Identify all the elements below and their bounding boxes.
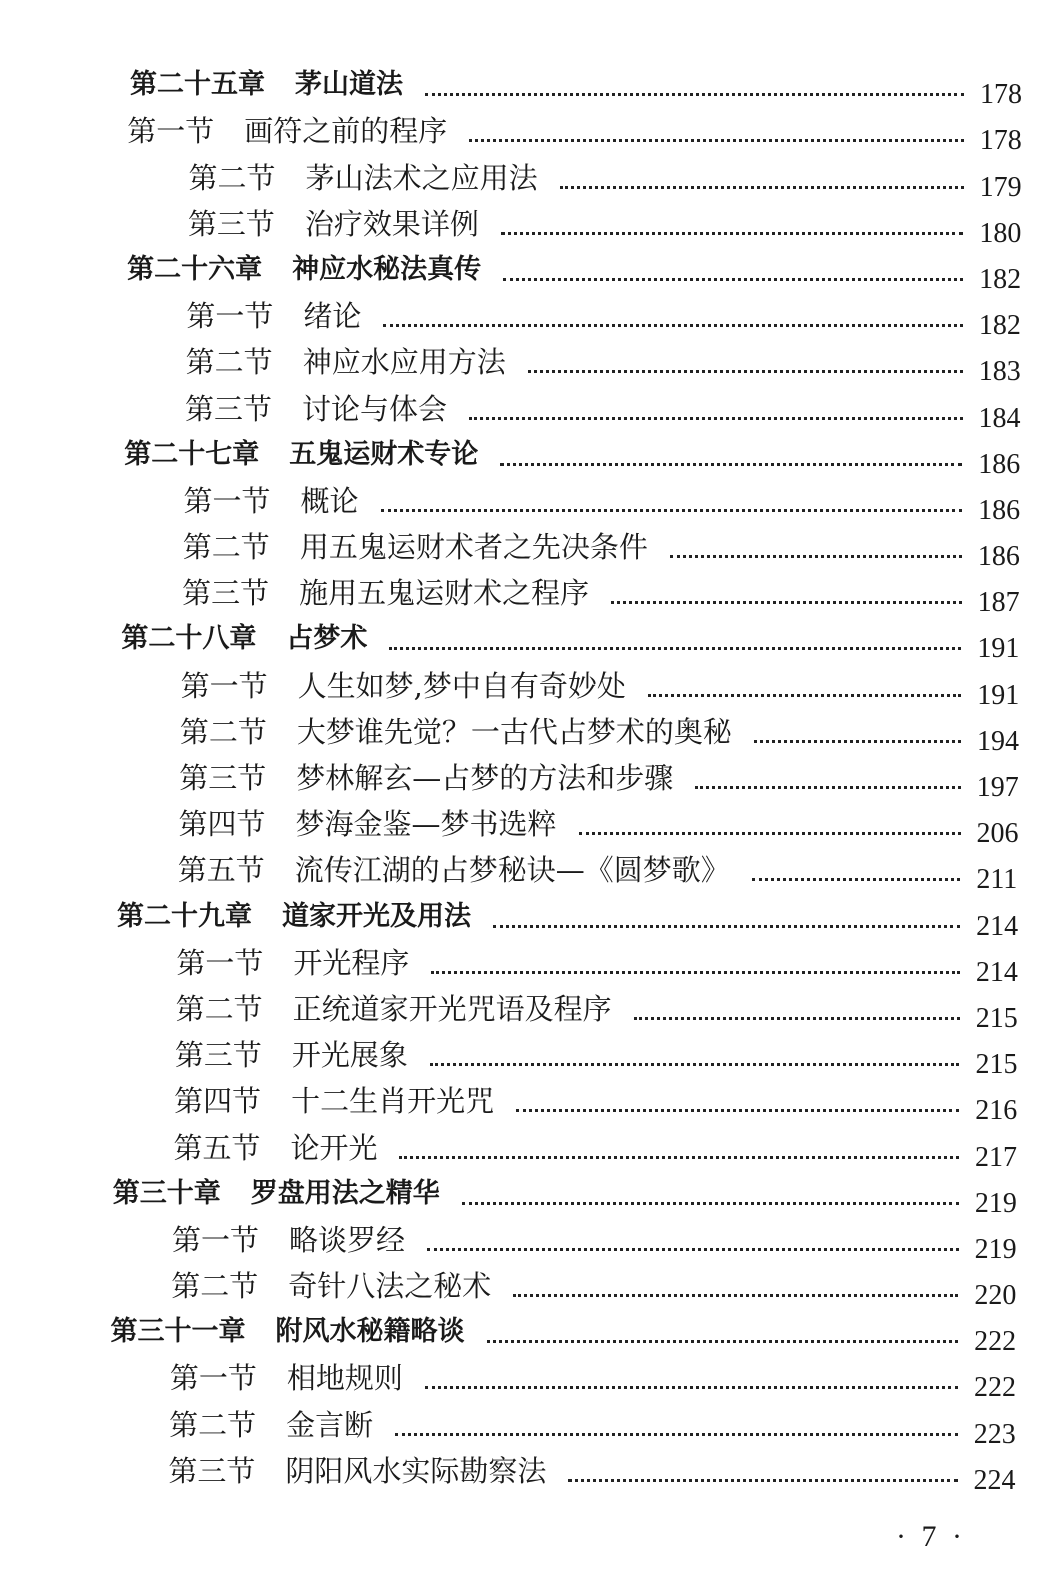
toc-section-row (0, 1401, 1056, 1450)
dot-leader (381, 509, 963, 512)
toc-title: 论开光 (290, 1130, 378, 1165)
dot-leader (754, 740, 961, 743)
toc-title: 十二生肖开光咒 (291, 1084, 495, 1119)
toc-page-number: 187 (977, 587, 1020, 619)
toc-section-row (0, 986, 1056, 1032)
toc-label: 第一节 (176, 945, 264, 980)
toc-title: 梦林解玄—占梦的方法和步骤 (296, 761, 674, 795)
toc-title: 概论 (300, 483, 359, 518)
toc-section-row (0, 1078, 1056, 1127)
toc-label: 第一节 (186, 299, 274, 334)
toc-title: 阴阳风水实际勘察法 (285, 1453, 547, 1488)
table-of-contents (0, 62, 1056, 1494)
toc-page-number: 219 (974, 1233, 1017, 1265)
toc-label: 第三节 (179, 761, 267, 795)
dot-leader (611, 601, 962, 604)
toc-label: 第四节 (174, 1084, 262, 1119)
toc-page-number: 224 (973, 1464, 1016, 1496)
toc-title: 茅山法术之应用法 (305, 160, 538, 195)
toc-title: 附风水秘籍略谈 (275, 1316, 465, 1348)
dot-leader (752, 878, 961, 881)
dot-leader (503, 278, 963, 281)
toc-title: 罗盘用法之精华 (250, 1177, 440, 1209)
toc-label: 第二节 (185, 345, 273, 380)
toc-label: 第二节 (188, 160, 276, 195)
toc-section-row (0, 1217, 1056, 1263)
toc-section-row (0, 570, 1056, 619)
toc-title: 施用五鬼运财术之程序 (299, 576, 590, 611)
toc-section-row (0, 1124, 1056, 1173)
toc-title: 略谈罗经 (289, 1222, 406, 1257)
toc-label: 第一节 (172, 1222, 260, 1257)
toc-page-number: 191 (977, 679, 1020, 711)
toc-page-number: 197 (976, 772, 1019, 803)
toc-label: 第三节 (174, 1038, 262, 1073)
toc-title: 开光程序 (293, 945, 410, 980)
toc-label: 第二节 (175, 991, 263, 1026)
toc-page-number: 214 (976, 910, 1019, 942)
toc-title: 金言断 (286, 1407, 374, 1442)
toc-label: 第二十七章 (124, 438, 260, 470)
toc-title: 治疗效果详例 (304, 206, 479, 241)
toc-label: 第三节 (184, 391, 272, 426)
toc-title: 画符之前的程序 (244, 114, 448, 149)
toc-title: 五鬼运财术专论 (289, 438, 479, 470)
toc-section-row (0, 940, 1056, 986)
dot-leader (670, 555, 962, 558)
toc-title: 梦海金鉴—梦书选粹 (295, 807, 557, 842)
dot-leader (431, 971, 960, 974)
toc-section-row (0, 1355, 1056, 1404)
dot-leader (560, 186, 964, 189)
toc-label: 第二节 (179, 714, 267, 749)
toc-section-row (0, 524, 1056, 573)
toc-label: 第一节 (127, 114, 215, 149)
toc-page-number: 219 (974, 1187, 1017, 1219)
toc-label: 第二十九章 (117, 900, 253, 932)
toc-chapter-row (0, 247, 1056, 293)
toc-label: 第一节 (180, 668, 268, 703)
toc-page-number: 216 (975, 1095, 1018, 1127)
toc-title: 茅山道法 (295, 69, 403, 101)
dot-leader (528, 370, 963, 373)
dot-leader (568, 1479, 957, 1482)
toc-page-number: 186 (977, 541, 1020, 573)
toc-label: 第四节 (178, 807, 266, 842)
toc-label: 第一节 (183, 483, 271, 518)
toc-section-row (0, 108, 1056, 157)
toc-section-row (0, 478, 1056, 524)
toc-section-row (0, 1448, 1056, 1494)
dot-leader (427, 1248, 959, 1251)
toc-page-number: 215 (975, 1002, 1018, 1034)
toc-chapter-row (0, 1309, 1056, 1358)
toc-page-number: 211 (976, 864, 1018, 896)
toc-label: 第二节 (169, 1407, 257, 1442)
toc-label: 第一节 (169, 1361, 257, 1396)
toc-title: 相地规则 (286, 1361, 403, 1396)
dot-leader (513, 1294, 958, 1297)
toc-page-number: 184 (978, 402, 1021, 434)
dot-leader (389, 647, 961, 650)
toc-title: 神应水秘法真传 (292, 253, 482, 285)
toc-section-row (0, 201, 1056, 247)
toc-title: 道家开光及用法 (282, 900, 472, 932)
dot-leader (425, 1386, 958, 1389)
dot-leader (383, 324, 963, 327)
toc-page-number: 214 (975, 956, 1018, 988)
toc-chapter-row (0, 616, 1056, 665)
dot-leader (695, 786, 961, 789)
dot-leader (501, 232, 964, 235)
dot-leader (430, 1063, 960, 1066)
toc-page-number: 186 (978, 448, 1021, 480)
toc-page-number: 182 (978, 310, 1021, 342)
toc-label: 第二节 (171, 1269, 259, 1304)
toc-label: 第三节 (168, 1453, 256, 1488)
toc-label: 第二十八章 (121, 623, 257, 655)
dot-leader (493, 925, 960, 928)
toc-section-row (0, 385, 1056, 434)
toc-page-number: 178 (980, 79, 1022, 111)
toc-section-row (0, 293, 1056, 342)
toc-title: 开光展象 (291, 1038, 408, 1073)
toc-section-row (0, 1032, 1056, 1081)
toc-page-number: 223 (973, 1418, 1016, 1450)
toc-chapter-row (0, 62, 1056, 111)
toc-section-row (0, 801, 1056, 850)
toc-page-number: 179 (979, 171, 1022, 203)
toc-title: 人生如梦,梦中自有奇妙处 (297, 668, 626, 703)
toc-page-number: 222 (973, 1372, 1016, 1404)
toc-page-number: 215 (975, 1049, 1018, 1081)
toc-page-number: 222 (974, 1326, 1017, 1358)
toc-section-row (0, 1263, 1056, 1312)
toc-title: 神应水应用方法 (302, 345, 506, 380)
toc-page-number: 183 (978, 356, 1021, 388)
toc-page-number: 217 (975, 1141, 1018, 1173)
toc-chapter-row (0, 1171, 1056, 1217)
toc-section-row (0, 662, 1056, 711)
dot-leader (500, 463, 962, 466)
toc-label: 第五节 (177, 853, 265, 888)
dot-leader (579, 832, 961, 835)
toc-page-number: 180 (979, 217, 1022, 249)
toc-chapter-row (0, 432, 1056, 478)
toc-page-number: 206 (976, 818, 1019, 850)
dot-leader (516, 1109, 959, 1112)
dot-leader (462, 1202, 959, 1205)
dot-leader (634, 1017, 960, 1020)
toc-label: 第二节 (182, 530, 270, 565)
toc-section-row (0, 755, 1056, 801)
toc-label: 第三十章 (112, 1177, 221, 1209)
toc-section-row (0, 709, 1056, 755)
toc-label: 第三十一章 (110, 1316, 246, 1348)
toc-label: 第三节 (182, 576, 270, 611)
toc-label: 第二十六章 (127, 253, 263, 285)
toc-page-number: 194 (976, 725, 1019, 757)
toc-title: 奇针八法之秘术 (288, 1269, 492, 1304)
toc-title: 用五鬼运财术者之先决条件 (299, 530, 648, 565)
dot-leader (648, 694, 961, 697)
dot-leader (487, 1340, 959, 1343)
toc-title: 流传江湖的占梦秘诀—《圆梦歌》 (294, 853, 730, 888)
toc-page-number: 220 (974, 1280, 1017, 1312)
toc-chapter-row (0, 893, 1056, 942)
toc-title: 正统道家开光咒语及程序 (292, 991, 612, 1026)
toc-section-row (0, 339, 1056, 388)
toc-title: 讨论与体会 (301, 391, 447, 426)
dot-leader (399, 1156, 959, 1159)
toc-label: 第五节 (173, 1130, 261, 1165)
toc-section-row (0, 154, 1056, 203)
dot-leader (469, 139, 964, 142)
toc-section-row (0, 847, 1056, 896)
dot-leader (395, 1433, 958, 1436)
toc-page-number: 191 (977, 633, 1020, 665)
dot-leader (469, 417, 963, 420)
toc-label: 第二十五章 (130, 69, 265, 101)
dot-leader (425, 93, 964, 96)
toc-page-number: 186 (978, 494, 1021, 526)
toc-title: 绪论 (303, 299, 362, 334)
toc-label: 第三节 (187, 206, 275, 241)
toc-title: 占梦术 (286, 623, 368, 655)
page-number: · 7 · (896, 1520, 966, 1553)
toc-page-number: 182 (979, 263, 1022, 295)
toc-title: 大梦谁先觉？一古代占梦术的奥秘 (296, 714, 732, 749)
toc-page-number: 178 (979, 125, 1022, 157)
